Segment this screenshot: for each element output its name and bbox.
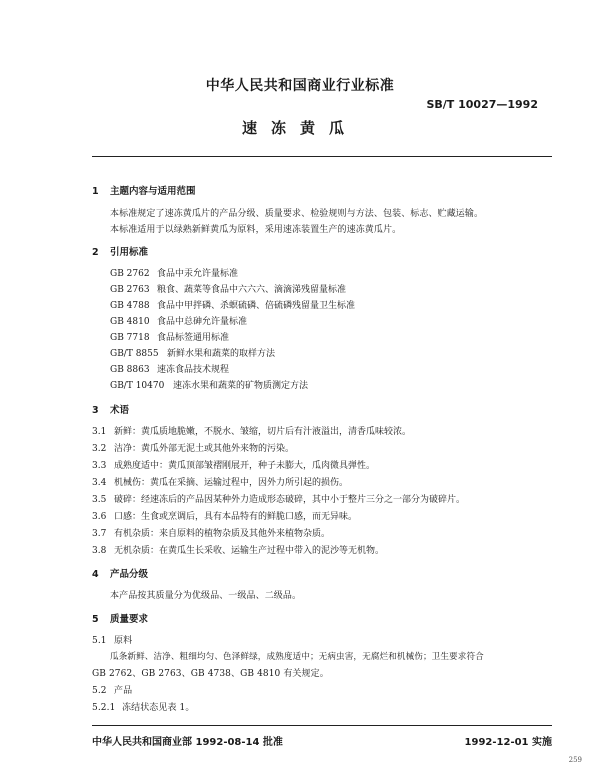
subsection-5-2-1 (92, 700, 195, 713)
term-text: 有机杂质：来自原料的植物杂质及其他外来植物杂质。 (114, 529, 331, 539)
term-text: 机械伤：黄瓜在采摘、运输过程中，因外力所引起的损伤。 (114, 478, 349, 488)
paragraph: 瓜条新鲜、洁净、粗细均匀、色泽鲜绿，成熟度适中；无病虫害，无腐烂和机械伤；卫生要求符合 (110, 652, 484, 662)
paragraph: 本标准适用于以绿熟新鲜黄瓜为原料，采用速冻装置生产的速冻黄瓜片。 (110, 225, 402, 235)
term-text: 洁净：黄瓜外部无泥土或其他外来物的污染。 (114, 444, 295, 454)
term-number: 3.5 (92, 495, 107, 505)
term-item (92, 441, 294, 454)
term-text: 无机杂质：在黄瓜生长采收、运输生产过程中带入的泥沙等无机物。 (114, 546, 385, 556)
section-number: 3 (92, 405, 99, 416)
effective-date: 1992-12-01 实施 (464, 737, 552, 748)
reference-item (110, 282, 346, 295)
subsection-number: 5.1 (92, 636, 107, 646)
term-number: 3.6 (92, 512, 107, 522)
subsection-5-2 (92, 683, 132, 696)
reference-code: GB 7718 (110, 333, 150, 343)
issue-date: 中华人民共和国商业部 1992-08-14 批准 (92, 737, 283, 748)
term-text: 新鲜：黄瓜质地脆嫩，不脱水、皱缩，切片后有汁液溢出，清香瓜味较浓。 (114, 427, 412, 437)
term-item (92, 424, 411, 437)
section-5-heading (92, 611, 148, 625)
section-title: 术语 (110, 405, 130, 416)
term-number: 3.2 (92, 444, 107, 454)
reference-code: GB 2762 (110, 269, 150, 279)
term-text: 口感：生食或烹调后，具有本品特有的鲜脆口感，而无异味。 (114, 512, 358, 522)
term-number: 3.1 (92, 427, 107, 437)
term-number: 3.4 (92, 478, 107, 488)
reference-code: GB/T 8855 (110, 349, 159, 359)
standard-number: SB/T 10027—1992 (426, 98, 538, 111)
term-number: 3.7 (92, 529, 107, 539)
subsection-number: 5.2 (92, 686, 107, 696)
term-item (92, 475, 348, 488)
term-text: 成熟度适中：黄瓜顶部皱褶刚展开，种子未膨大，瓜肉微具弹性。 (114, 461, 376, 471)
reference-code: GB 2763 (110, 285, 150, 295)
section-title: 产品分级 (110, 569, 149, 580)
reference-item (110, 266, 238, 279)
reference-name: 速冻食品技术规程 (157, 365, 230, 375)
reference-code: GB 8863 (110, 365, 150, 375)
section-number: 4 (92, 569, 99, 580)
section-title: 主题内容与适用范围 (110, 186, 196, 197)
term-item (92, 492, 465, 505)
term-item (92, 543, 384, 556)
reference-code: GB/T 10470 (110, 381, 165, 391)
reference-name: 速冻水果和蔬菜的矿物质测定方法 (173, 381, 309, 391)
section-number: 5 (92, 614, 99, 625)
paragraph: GB 2762、GB 2763、GB 4738、GB 4810 有关规定。 (92, 669, 329, 679)
paragraph: 本标准规定了速冻黄瓜片的产品分级、质量要求、检验规则与方法、包装、标志、贮藏运输。 (110, 209, 484, 219)
subsection-5-1 (92, 633, 132, 646)
section-3-heading (92, 402, 129, 416)
reference-name: 新鲜水果和蔬菜的取样方法 (167, 349, 276, 359)
reference-name: 食品标签通用标准 (157, 333, 230, 343)
term-item (92, 458, 375, 471)
org-title: 中华人民共和国商业行业标准 (205, 78, 395, 94)
reference-name: 粮食、蔬菜等食品中六六六、滴滴涕残留量标准 (157, 285, 347, 295)
term-number: 3.8 (92, 546, 107, 556)
paragraph: 本产品按其质量分为优级品、一级品、二级品。 (110, 591, 302, 601)
footer-divider (92, 725, 552, 726)
page-number: 259 (568, 756, 582, 764)
header-divider (92, 156, 552, 157)
section-title: 质量要求 (110, 614, 149, 625)
reference-item (110, 362, 229, 375)
term-item (92, 526, 330, 539)
reference-item (110, 330, 229, 343)
section-title: 引用标准 (110, 247, 149, 258)
section-number: 1 (92, 186, 99, 197)
reference-item (110, 314, 247, 327)
reference-code: GB 4788 (110, 301, 150, 311)
subsection-title: 产品 (114, 686, 133, 696)
section-number: 2 (92, 247, 99, 258)
section-2-heading (92, 244, 148, 258)
term-item (92, 509, 357, 522)
reference-name: 食品中甲拌磷、杀螟硫磷、倍硫磷残留量卫生标准 (157, 301, 356, 311)
reference-item (110, 298, 355, 311)
section-1-heading (92, 183, 196, 197)
term-number: 3.3 (92, 461, 107, 471)
reference-name: 食品中总砷允许量标准 (157, 317, 248, 327)
reference-name: 食品中汞允许量标准 (157, 269, 239, 279)
subsection-text: 冻结状态见表 1。 (122, 703, 195, 713)
section-4-heading (92, 566, 148, 580)
subsection-title: 原料 (114, 636, 133, 646)
document-title: 速冻黄瓜 (241, 119, 358, 137)
subsection-number: 5.2.1 (92, 703, 116, 713)
reference-item (110, 378, 308, 391)
term-text: 破碎：经速冻后的产品因某种外力造成形态破碎，其中小于整片三分之一部分为破碎片。 (114, 495, 466, 505)
reference-item (110, 346, 275, 359)
reference-code: GB 4810 (110, 317, 150, 327)
